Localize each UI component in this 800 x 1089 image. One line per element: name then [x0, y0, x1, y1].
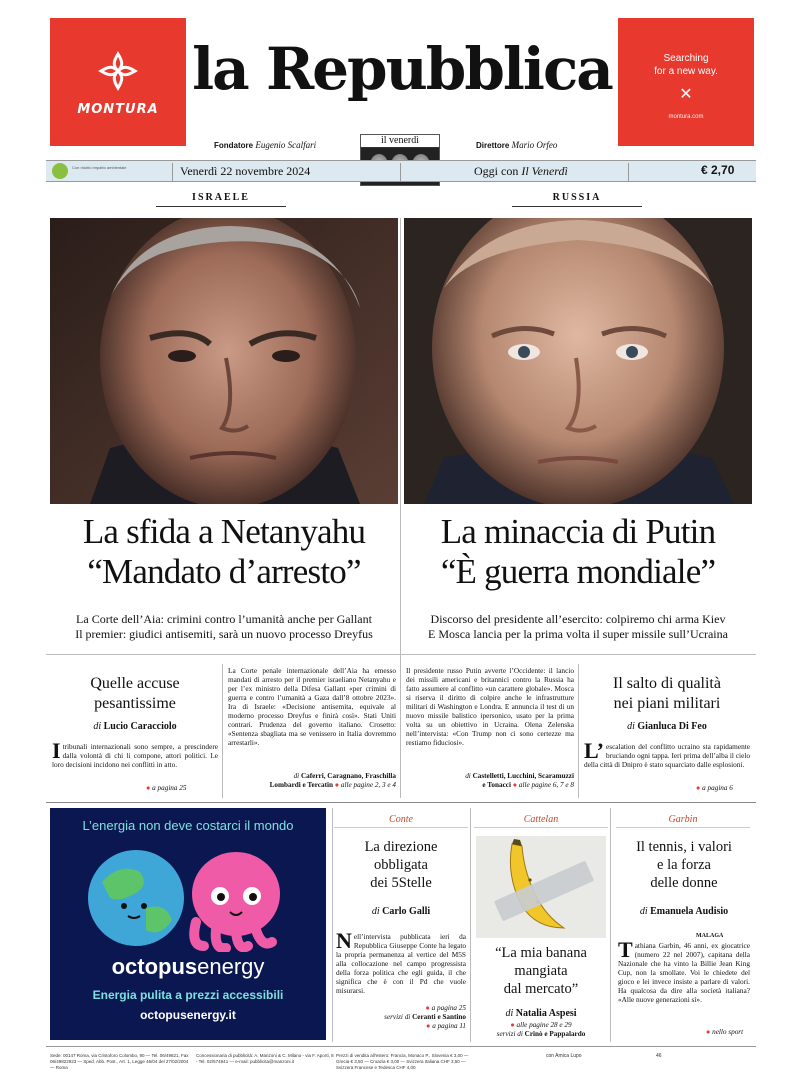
page-ref: a pagina 6: [702, 784, 733, 792]
montura-ad-left[interactable]: [50, 18, 186, 146]
services-authors: Ceranti e Santino: [412, 1013, 466, 1021]
by-word: di: [293, 772, 300, 780]
column-garbin-title[interactable]: [616, 838, 752, 892]
column-title-line-3: dei 5Stelle: [370, 875, 432, 891]
headline-putin-line-2: “È guerra mondiale”: [440, 552, 716, 591]
montura-brand: MONTURA: [77, 101, 159, 117]
by-word: di: [93, 721, 102, 732]
headline-putin-line-1: La minaccia di Putin: [440, 512, 716, 551]
column-cattelan-author: [474, 1008, 608, 1019]
ad-tagline: Energia pulita a prezzi accessibili: [92, 988, 284, 1002]
newspaper-front-page: [46, 14, 756, 1080]
opinion-caracciolo-author: [52, 721, 218, 732]
montura-ad-right[interactable]: [618, 18, 754, 146]
by-word: di: [465, 772, 471, 780]
founder-name: Eugenio Scalfari: [255, 140, 317, 150]
subhead-putin-line-1: Discorso del presidente all’esercito: colpiremo chi arma Kiev: [430, 612, 726, 626]
author-name: Carlo Galli: [382, 906, 431, 917]
founder-credit: [214, 140, 316, 150]
opinion-caracciolo-ref[interactable]: ● a pagina 25: [146, 784, 187, 792]
opinion-title-line-1: Quelle accuse: [90, 675, 180, 692]
divider: [46, 654, 756, 655]
news-netanyahu-authors: di Caferri, Caragnano, Fraschilla Lombardi e Tercatin ● alle pagine 2, 3 e 4: [269, 772, 396, 789]
section-label-cattelan: Cattelan: [474, 814, 608, 828]
opinion-title-line-2: nei piani militari: [613, 695, 721, 712]
author-name: Gianluca Di Feo: [637, 721, 707, 732]
footer-imprint: [46, 1046, 756, 1080]
dropcap: T: [618, 937, 633, 962]
opinion-caracciolo-title[interactable]: [52, 674, 218, 714]
divider: [400, 218, 401, 798]
director-credit: [476, 140, 557, 150]
subhead-putin-line-2: E Mosca lancia per la prima volta il super missile sull’Ucraina: [428, 627, 728, 641]
footer-col-3: Prezzi di vendita all'estero: Francia, Monaco P., Slovenia € 3,00 — Grecia € 3,50 — Croazia € 3,00 — Svizzera Italiana CHF 3,50 — Svizzera Francese e Tedesca CHF 4,00: [336, 1053, 469, 1070]
dropcap: N: [336, 928, 352, 953]
news-putin-authors: di Castelletti, Lucchini, Scaramuzzi e Tonacci ● alle pagine 6, 7 e 8: [465, 772, 574, 789]
authors: Castelletti, Lucchini, Scaramuzzi: [472, 772, 574, 780]
authors-2: Lombardi e Tercatin: [269, 781, 333, 789]
netanyahu-portrait-icon: [50, 218, 398, 504]
newspaper-title[interactable]: la Repubblica: [192, 35, 612, 103]
brand-part-2: energy: [197, 954, 265, 979]
issue-price: € 2,70: [701, 163, 735, 177]
headline-netanyahu[interactable]: [48, 512, 400, 592]
headline-putin[interactable]: [402, 512, 754, 592]
page-ref[interactable]: alle pagine 6, 7 e 8: [518, 781, 574, 789]
body-text: athiana Garbin, 46 anni, ex giocatrice (numero 22 nel 2007), capitana della Nazionale che ha vinto la Billie Jean King Cup, non la smollate. Voi le chiedete del gioco e lei invece insiste a parlare di valori. Ha qualcosa da dire alla società italiana? «Alle nuove generazioni sì».: [618, 941, 750, 1004]
octopus-brand: [50, 954, 326, 980]
netanyahu-photo[interactable]: [50, 218, 398, 504]
dateline-place: MALAGA: [696, 933, 724, 939]
kicker-israele: ISRAELE: [156, 192, 286, 207]
divider: [332, 808, 333, 1042]
body-text: ell’intervista pubblicata ieri da Repubblica Giuseppe Conte ha legato la propria permanenza al vertice del M5S alla collocazione nel campo progressista della forza politica che egli guida, il che significa che è con il Pd che vuole misurarsi.: [336, 932, 466, 995]
footer-col-2: Concessionaria di pubblicità: A. Manzoni & C. Milano - via F. Aporti, 8 - Tel. 02/574941 — e-mail: pubblicita@manzoni.it: [196, 1053, 334, 1064]
ad-url: montura.com: [668, 114, 704, 120]
kicker-russia: RUSSIA: [512, 192, 642, 207]
opinion-title-line-1: Il salto di qualità: [613, 675, 721, 692]
author-name: Natalia Aspesi: [515, 1008, 577, 1019]
cross-icon: ✕: [679, 86, 693, 103]
footer-col-1: Sede: 00147 Roma, via Cristoforo Colombo, 90 — Tel. 06/49821, Fax 06/49822923 — Sped. Abb. Post., Art. 1, Legge 46/04 del 27/02/2004 — Roma: [50, 1053, 189, 1070]
column-title-line-3: dal mercato”: [503, 981, 579, 997]
services-prefix: servizi di: [496, 1030, 523, 1038]
column-title-line-1: Il tennis, i valori: [636, 839, 732, 855]
column-title-line-2: e la forza: [657, 857, 711, 873]
page-ref-2: a pagina 11: [432, 1022, 466, 1030]
column-conte-title[interactable]: [334, 838, 468, 892]
ad-url[interactable]: octopusenergy.it: [140, 1008, 236, 1022]
section-label-garbin: Garbin: [616, 814, 750, 828]
putin-photo[interactable]: [404, 218, 752, 504]
column-conte-refs[interactable]: ● a pagina 25 servizi di Ceranti e Santino ● a pagina 11: [384, 1004, 466, 1030]
supplement-thumb-title: il venerdì: [361, 135, 439, 148]
body-text: tribunali internazionali sono sempre, a prescindere dalla volontà di chi li compone, attori politici. Le loro decisioni incidono nei conflitti in atto.: [52, 742, 218, 769]
by-word: di: [627, 721, 635, 732]
director-name: Mario Orfeo: [511, 140, 558, 150]
ad-line-2: for a new way.: [654, 66, 718, 77]
headline-netanyahu-line-2: “Mandato d’arresto”: [87, 552, 361, 591]
column-title-line-1: La direzione: [364, 839, 438, 855]
brand-part-1: octopus: [111, 954, 198, 979]
opinion-title-line-2: pesantissime: [94, 695, 176, 712]
column-title-line-1: “La mia banana: [495, 945, 587, 961]
news-putin-body: Il presidente russo Putin avverte l’Occidente: il lancio dei missili americani e britannici contro la Russia ha fatto assumere al conflitto «un carattere globale». Mosca si riserva il diritto di colpire anche le infrastrutture militari di Washington e Londra. E annuncia il test di un nuovo missile balistico ipersonico, usato per la prima volta su un obiettivo in Ucraina. Olena Zelenska nell’intervista: «Con Trump non ci sono certezze ma restiamo fiduciosi».: [406, 666, 574, 747]
page-ref[interactable]: alle pagine 2, 3 e 4: [340, 781, 396, 789]
author-name: Lucio Caracciolo: [103, 721, 177, 732]
today-with: [474, 164, 568, 179]
column-garbin-ref[interactable]: ● nello sport: [706, 1028, 744, 1036]
column-title-line-2: obbligata: [374, 857, 428, 873]
opinion-difeo-body: [584, 738, 750, 769]
by-word: di: [505, 1008, 514, 1019]
subhead-netanyahu-line-1: La Corte dell’Aia: crimini contro l’umanità anche per Gallant: [76, 612, 372, 626]
montura-logo-icon: [95, 48, 141, 94]
opinion-difeo-title[interactable]: [584, 674, 750, 714]
dropcap: L’: [584, 738, 604, 763]
today-supplement: Il Venerdì: [521, 164, 568, 178]
dropcap: I: [52, 738, 61, 763]
banana-artwork-icon[interactable]: [476, 836, 606, 938]
column-title-line-3: delle donne: [650, 875, 718, 891]
body-text: escalation del conflitto ucraino sta rapidamente bruciando ogni tappa. Ieri prima dell’alba il cielo della città di Dnipro è stato squarciato dalle esplosioni.: [584, 742, 750, 769]
news-netanyahu-body: La Corte penale internazionale dell’Aia ha emesso mandati di arresto per il premier israeliano Netanyahu e per l’ex ministro della Difesa Gallant «per crimini di guerra e contro l’umanità a Gaza dall’8 ottobre 2023». Ira di Israele: «Decisione antisemita, equivale al moderno processo Dreyfus e finirà così». Stati Uniti contrari. Prudenza del governo italiano. Crosetto: «Sentenza sbagliata ma se venissero in Italia dovremmo arrestarli».: [228, 666, 396, 747]
column-garbin-author: [616, 906, 752, 917]
dateline-bar: [46, 160, 756, 182]
column-conte-author: [334, 906, 468, 917]
page-ref: a pagina 25: [431, 1004, 466, 1012]
column-garbin-body: [618, 937, 750, 1004]
issue-date: Venerdì 22 novembre 2024: [180, 164, 311, 178]
divider: [46, 802, 756, 803]
putin-portrait-icon: [404, 218, 752, 504]
subhead-netanyahu-line-2: Il premier: giudici antisemiti, sarà un nuovo processo Dreyfus: [75, 627, 373, 641]
footer-col-5: 46: [656, 1053, 662, 1059]
services-authors: Crinò e Pappalardo: [524, 1030, 586, 1038]
subhead-netanyahu: [48, 612, 400, 642]
opinion-caracciolo-body: [52, 738, 218, 769]
ad-line-1: Searching: [663, 53, 709, 64]
services-prefix: servizi di: [384, 1013, 411, 1021]
eco-label-icon: [52, 163, 68, 179]
director-label: Direttore: [476, 141, 510, 150]
column-conte-body: [336, 928, 466, 995]
opinion-difeo-author: [584, 721, 750, 732]
octopus-energy-ad[interactable]: [50, 808, 326, 1040]
today-prefix: Oggi con: [474, 164, 519, 178]
divider: [470, 808, 471, 1042]
column-cattelan-title[interactable]: [474, 944, 608, 998]
footer-col-4: con Amica Lupo: [546, 1053, 582, 1059]
section-label-conte: Conte: [334, 814, 468, 828]
page-ref: a pagina 25: [152, 784, 187, 792]
page-ref: alle pagine 28 e 29: [516, 1021, 572, 1029]
page-ref: nello sport: [712, 1028, 744, 1036]
divider: [578, 664, 579, 798]
eco-fine-print: Con ridotto impatto ambientale: [72, 165, 127, 170]
column-title-line-2: mangiata: [514, 963, 568, 979]
divider: [222, 664, 223, 798]
authors-2: e Tonacci: [482, 781, 511, 789]
divider: [610, 808, 611, 1042]
headline-netanyahu-line-1: La sfida a Netanyahu: [82, 512, 366, 551]
column-cattelan-refs[interactable]: ● alle pagine 28 e 29 servizi di Crinò e Pappalardo: [496, 1021, 586, 1038]
authors: Caferri, Caragnano, Fraschilla: [300, 772, 396, 780]
globe-octopus-illustration-icon: [80, 842, 296, 952]
by-word: di: [371, 906, 380, 917]
founder-label: Fondatore: [214, 141, 254, 150]
author-name: Emanuela Audisio: [650, 906, 729, 917]
opinion-difeo-ref[interactable]: ● a pagina 6: [696, 784, 733, 792]
ad-headline: L’energia non deve costarci il mondo: [82, 818, 294, 833]
by-word: di: [639, 906, 648, 917]
subhead-putin: [402, 612, 754, 642]
